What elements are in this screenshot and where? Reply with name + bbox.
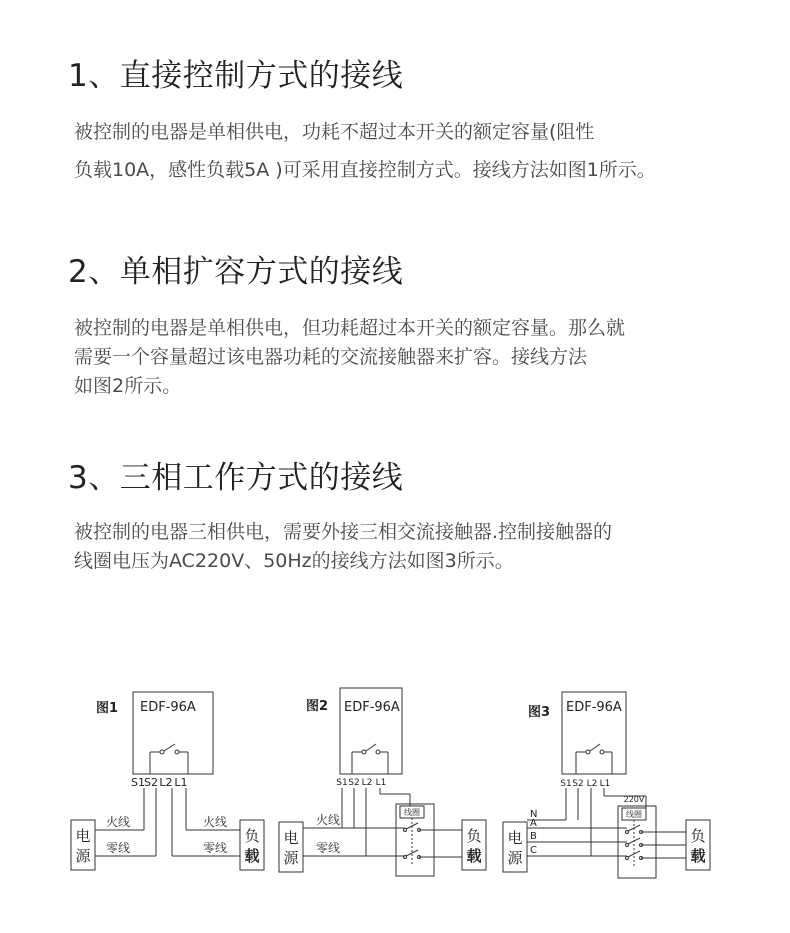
- fig1-live-right: 火线: [203, 815, 228, 829]
- section-2-line-3: 如图2所示。: [74, 375, 182, 397]
- fig3-phase-c: C: [530, 845, 537, 856]
- fig3-terminal-l1: L1: [599, 779, 611, 789]
- fig2-device-name: EDF-96A: [344, 700, 400, 715]
- fig1-terminal-s1: S1: [131, 776, 145, 789]
- section-1-text: [74, 118, 656, 185]
- section-1-title: 1、直接控制方式的接线: [68, 58, 404, 94]
- section-3-text: [74, 518, 612, 576]
- fig1-terminal-l2: L2: [159, 776, 173, 789]
- fig1-source-char-2: 源: [75, 847, 91, 865]
- fig2-load-char-1: 负: [466, 827, 482, 845]
- fig3-phase-a: A: [530, 818, 537, 829]
- fig1-device-name: EDF-96A: [140, 700, 196, 715]
- fig2-coil-label: 线圈: [404, 808, 420, 817]
- fig1-terminal-s2: S2: [144, 776, 158, 789]
- fig2-load-char-2: 载: [466, 847, 482, 865]
- fig2-terminal-l2: L2: [361, 778, 373, 788]
- section-3-line-2: 线圈电压为AC220V、50Hz的接线方法如图3所示。: [74, 550, 514, 572]
- fig2-terminal-s2: S2: [348, 778, 360, 788]
- fig3-load-char-2: 载: [690, 847, 706, 865]
- fig3-label: 图3: [528, 705, 551, 720]
- fig1-neutral-right: 零线: [203, 841, 228, 855]
- fig2-source-char-2: 源: [283, 849, 299, 867]
- fig1-load-char-1: 负: [244, 827, 260, 845]
- fig1-label: 图1: [96, 701, 119, 716]
- fig1-neutral-left: 零线: [106, 841, 131, 855]
- fig2-terminal-s1: S1: [336, 778, 348, 788]
- fig2-live: 火线: [316, 813, 341, 827]
- section-2-text: [74, 314, 625, 401]
- fig1-load-char-2: 载: [244, 847, 260, 865]
- fig3-load-char-1: 负: [690, 827, 706, 845]
- section-2-line-2: 需要一个容量超过该电器功耗的交流接触器来扩容。接线方法: [74, 346, 588, 368]
- fig3-terminal-s1: S1: [560, 779, 572, 789]
- fig3-phase-n: N: [530, 809, 538, 820]
- fig2-source-char-1: 电: [283, 829, 299, 847]
- fig1-terminal-l1: L1: [174, 776, 188, 789]
- fig3-phase-b: B: [530, 831, 537, 842]
- wiring-diagrams: [0, 680, 790, 880]
- fig3-source-char-2: 源: [507, 849, 523, 867]
- fig3-terminal-s2: S2: [572, 779, 584, 789]
- fig2-label: 图2: [306, 699, 329, 714]
- fig3-device-name: EDF-96A: [566, 700, 622, 715]
- fig1-source-char-1: 电: [75, 827, 91, 845]
- section-2-line-1: 被控制的电器是单相供电，但功耗超过本开关的额定容量。那么就: [74, 317, 626, 339]
- fig3-terminal-l2: L2: [586, 779, 598, 789]
- fig3-source-char-1: 电: [507, 829, 523, 847]
- section-1-line-1: 被控制的电器是单相供电，功耗不超过本开关的额定容量(阻性: [74, 121, 595, 143]
- fig3-voltage-label: 220V: [623, 795, 645, 804]
- section-3-title: 3、三相工作方式的接线: [68, 460, 404, 496]
- section-1-line-2: 负载10A，感性负载5A )可采用直接控制方式。接线方法如图1所示。: [74, 159, 656, 181]
- fig2-terminal-l1: L1: [375, 778, 387, 788]
- fig1-live-left: 火线: [106, 815, 131, 829]
- section-3-line-1: 被控制的电器三相供电，需要外接三相交流接触器.控制接触器的: [74, 521, 613, 543]
- fig2-neutral: 零线: [316, 841, 341, 855]
- fig3-coil-label: 线圈: [626, 810, 642, 819]
- section-2-title: 2、单相扩容方式的接线: [68, 254, 404, 290]
